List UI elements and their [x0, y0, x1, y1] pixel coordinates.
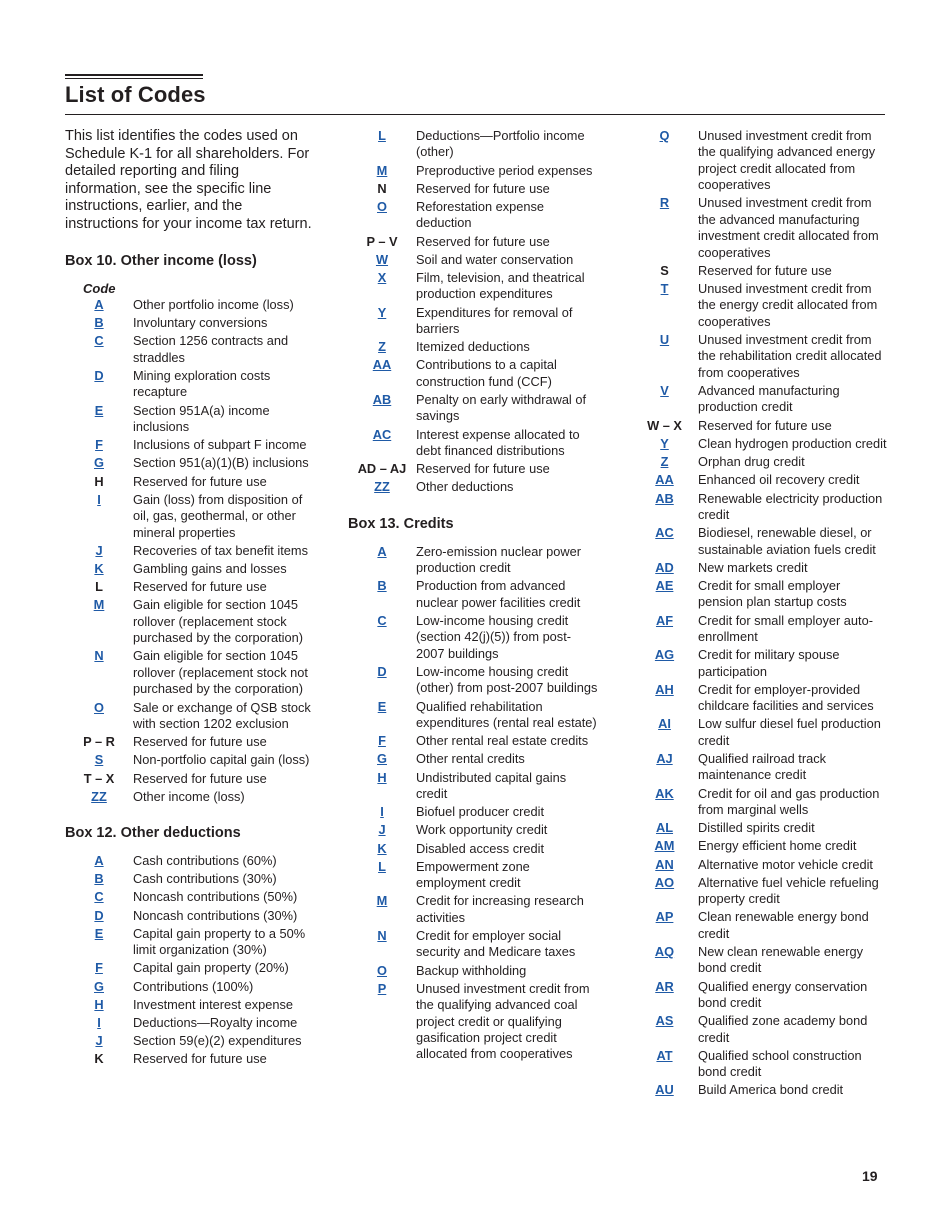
code-link[interactable]: AC — [372, 426, 392, 442]
code-description: Unused investment credit from the rehabilitation credit allocated from cooperatives — [698, 332, 882, 380]
code-link[interactable]: I — [97, 491, 101, 507]
code-description: Other income (loss) — [133, 788, 245, 804]
box12-list — [65, 853, 315, 1068]
code-link[interactable]: O — [377, 199, 387, 215]
code-row — [348, 664, 598, 697]
code-row — [647, 578, 887, 611]
code-label-reserved: S — [660, 262, 669, 278]
code-link[interactable]: E — [94, 402, 104, 418]
code-row — [647, 1082, 887, 1098]
code-row — [65, 734, 315, 750]
code-link[interactable]: Z — [660, 454, 669, 470]
code-link[interactable]: P — [377, 980, 387, 996]
code-description: Qualified school construction bond credit — [698, 1047, 862, 1080]
code-description: Clean hydrogen production credit — [698, 435, 887, 451]
code-link[interactable]: J — [378, 822, 386, 838]
code-row — [348, 981, 598, 1063]
title-rule-top — [65, 74, 203, 79]
code-link[interactable]: AT — [656, 1047, 673, 1063]
code-description: Reserved for future use — [416, 180, 550, 196]
code-description: Biofuel producer credit — [416, 804, 545, 820]
code-link[interactable]: C — [377, 612, 387, 628]
code-link[interactable]: A — [94, 297, 104, 312]
code-row — [65, 648, 315, 697]
code-link[interactable]: G — [94, 455, 104, 471]
code-description: Reserved for future use — [416, 233, 550, 249]
code-row — [348, 578, 598, 611]
code-row — [65, 700, 315, 733]
code-link[interactable]: R — [659, 195, 670, 211]
code-row — [647, 1013, 887, 1046]
code-link[interactable]: AG — [654, 647, 675, 663]
code-link[interactable]: AC — [655, 525, 674, 541]
code-row — [348, 128, 598, 161]
code-description: Section 951(a)(1)(B) inclusions — [133, 455, 309, 471]
code-link[interactable]: J — [95, 1033, 103, 1049]
code-row — [65, 297, 315, 313]
page-number: 19 — [862, 1168, 878, 1184]
code-description: Deductions—Portfolio income (other) — [416, 128, 585, 160]
code-description: Low sulfur diesel fuel production credit — [698, 716, 881, 748]
code-row — [65, 474, 315, 490]
code-row — [348, 804, 598, 820]
code-label-reserved: T – X — [83, 770, 115, 786]
code-row — [348, 544, 598, 577]
code-row — [65, 871, 315, 887]
code-link[interactable]: N — [94, 648, 104, 664]
code-link[interactable]: AN — [655, 856, 674, 872]
code-row — [65, 789, 315, 805]
code-link[interactable]: H — [377, 769, 387, 785]
code-row — [647, 875, 887, 908]
code-row — [65, 979, 315, 995]
code-row — [348, 234, 598, 250]
code-link[interactable]: AU — [655, 1082, 674, 1098]
code-label-reserved: H — [94, 473, 104, 489]
code-description: Noncash contributions (50%) — [133, 889, 298, 905]
code-label-reserved: P – R — [83, 734, 115, 750]
code-row — [647, 751, 887, 784]
code-row — [647, 195, 887, 261]
code-description: Disabled access credit — [416, 840, 545, 856]
code-description: Involuntary conversions — [133, 315, 268, 331]
box10-list — [65, 297, 315, 805]
code-row — [348, 751, 598, 767]
code-link[interactable]: B — [94, 315, 104, 331]
code-row — [65, 853, 315, 869]
code-row — [65, 997, 315, 1013]
code-link[interactable]: T — [660, 281, 669, 297]
code-description: Preproductive period expenses — [416, 162, 593, 178]
code-description: Soil and water conservation — [416, 251, 574, 267]
code-description: Contributions (100%) — [133, 978, 254, 994]
code-row — [348, 427, 598, 460]
code-description: Penalty on early withdrawal of savings — [416, 392, 587, 424]
code-description: Other rental credits — [416, 751, 525, 767]
code-description: New markets credit — [698, 559, 808, 575]
code-link[interactable]: M — [376, 162, 388, 178]
code-description: Reserved for future use — [133, 734, 267, 750]
code-description: Other portfolio income (loss) — [133, 297, 294, 312]
code-description: Alternative fuel vehicle refueling property credit — [698, 874, 879, 907]
code-row — [65, 752, 315, 768]
code-link[interactable]: AO — [654, 874, 675, 890]
code-link[interactable]: D — [94, 907, 104, 923]
code-row — [65, 908, 315, 924]
code-row — [647, 472, 887, 488]
code-description: Production from advanced nuclear power facilities credit — [416, 578, 581, 610]
code-row — [65, 597, 315, 646]
code-row — [65, 926, 315, 959]
code-link[interactable]: AD — [655, 559, 674, 575]
code-row — [647, 263, 887, 279]
code-row — [65, 579, 315, 595]
code-link[interactable]: N — [377, 927, 387, 943]
code-link[interactable]: L — [378, 128, 386, 143]
code-description: Sale or exchange of QSB stock with section 1202 exclusion — [133, 699, 311, 731]
code-link[interactable]: AM — [654, 838, 675, 854]
code-description: Mining exploration costs recapture — [133, 368, 271, 400]
code-description: Distilled spirits credit — [698, 820, 815, 836]
code-description: Noncash contributions (30%) — [133, 907, 298, 923]
code-description: Section 951A(a) income inclusions — [133, 402, 270, 435]
code-row — [65, 455, 315, 471]
code-description: Investment interest expense — [133, 996, 294, 1012]
code-row — [647, 128, 887, 194]
code-description: Credit for small employer pension plan startup costs — [698, 577, 847, 610]
code-link[interactable]: B — [377, 578, 387, 594]
code-link[interactable]: AF — [655, 612, 674, 628]
code-row — [65, 315, 315, 331]
code-link[interactable]: U — [659, 332, 670, 348]
code-description: Reserved for future use — [416, 461, 550, 477]
code-row — [647, 820, 887, 836]
code-link[interactable]: AK — [655, 785, 674, 801]
code-row — [647, 857, 887, 873]
code-description: Cash contributions (60%) — [133, 852, 277, 868]
code-link[interactable]: C — [94, 889, 104, 905]
code-description: Low-income housing credit (other) from post-2007 buildings — [416, 663, 598, 696]
code-link[interactable]: ZZ — [374, 479, 390, 495]
code-description: Interest expense allocated to debt financed distributions — [416, 426, 580, 459]
code-label-reserved: AD – AJ — [357, 461, 407, 477]
code-description: Advanced manufacturing production credit — [698, 383, 840, 415]
code-link[interactable]: AI — [658, 716, 671, 732]
code-row — [348, 841, 598, 857]
code-link[interactable]: AB — [372, 392, 392, 408]
code-link[interactable]: AE — [655, 577, 674, 593]
code-description: Empowerment zone employment credit — [416, 858, 530, 891]
code-link[interactable]: AJ — [656, 750, 673, 766]
code-row — [647, 909, 887, 942]
code-description: Reserved for future use — [133, 473, 267, 489]
code-link[interactable]: D — [94, 368, 104, 384]
code-link[interactable]: K — [94, 561, 104, 577]
code-row — [65, 889, 315, 905]
code-row — [348, 733, 598, 749]
code-description: Itemized deductions — [416, 339, 530, 355]
column-3 — [647, 128, 887, 1101]
code-description: Expenditures for removal of barriers — [416, 304, 573, 337]
code-link[interactable]: D — [377, 663, 387, 679]
code-link[interactable]: K — [377, 840, 387, 856]
code-description: Reforestation expense deduction — [416, 199, 545, 231]
code-description: Energy efficient home credit — [698, 838, 857, 854]
code-description: Unused investment credit from the energy credit allocated from cooperatives — [698, 281, 878, 329]
code-row — [65, 960, 315, 976]
code-row — [65, 333, 315, 366]
intro-paragraph: This list identifies the codes used on Schedule K-1 for all shareholders. For detailed reporting and filing information, see the specific line instructions, earlier, and the instructions for your income tax return. — [65, 128, 312, 232]
code-row — [348, 928, 598, 961]
code-link[interactable]: Z — [378, 339, 386, 355]
code-row — [647, 560, 887, 576]
code-description: Zero-emission nuclear power production credit — [416, 543, 582, 576]
code-label-reserved: N — [377, 180, 387, 196]
code-row — [348, 822, 598, 838]
code-link[interactable]: A — [377, 543, 387, 559]
code-link[interactable]: M — [93, 597, 105, 613]
code-description: Gain eligible for section 1045 rollover (replacement stock purchased by the corporation) — [133, 597, 304, 646]
box10-heading: Box 10. Other income (loss) — [65, 253, 257, 269]
code-description: Other deductions — [416, 479, 514, 495]
code-link[interactable]: B — [94, 871, 104, 887]
code-description: Reserved for future use — [698, 262, 832, 278]
code-description: Orphan drug credit — [698, 454, 805, 470]
code-description: Build America bond credit — [698, 1082, 844, 1098]
code-description: Film, television, and theatrical production expenditures — [416, 270, 585, 302]
code-link[interactable]: AS — [655, 1013, 674, 1029]
code-description: Unused investment credit from the qualifying advanced coal project credit or qualifying gasification project credit allocated from cooperatives — [416, 980, 590, 1062]
code-row — [65, 403, 315, 436]
code-row — [647, 1048, 887, 1081]
code-row — [647, 647, 887, 680]
code-description: Deductions—Royalty income — [133, 1014, 298, 1030]
code-row — [65, 1015, 315, 1031]
code-row — [348, 252, 598, 268]
code-row — [348, 613, 598, 662]
code-description: Low-income housing credit (section 42(j)(5)) from post-2007 buildings — [416, 612, 572, 661]
code-row — [348, 339, 598, 355]
code-link[interactable]: AR — [655, 978, 674, 994]
code-description: Other rental real estate credits — [416, 733, 589, 749]
code-link[interactable]: AL — [655, 820, 674, 836]
code-row — [348, 461, 598, 477]
code-description: Credit for employer social security and Medicare taxes — [416, 927, 576, 960]
code-row — [647, 454, 887, 470]
code-link[interactable]: AH — [655, 681, 674, 697]
code-description: Credit for employer-provided childcare facilities and services — [698, 681, 874, 714]
code-description: Capital gain property (20%) — [133, 960, 289, 976]
code-description: Credit for increasing research activities — [416, 893, 584, 925]
code-link[interactable]: M — [376, 893, 388, 909]
code-description: Unused investment credit from the advanced manufacturing investment credit allocated from cooperatives — [698, 195, 879, 260]
code-link[interactable]: Y — [377, 304, 387, 320]
code-description: New clean renewable energy bond credit — [698, 944, 864, 976]
code-description: Qualified zone academy bond credit — [698, 1013, 868, 1045]
code-row — [348, 392, 598, 425]
code-row — [348, 357, 598, 390]
code-row — [348, 893, 598, 926]
code-link[interactable]: G — [94, 978, 104, 994]
code-row — [65, 492, 315, 541]
code-description: Gambling gains and losses — [133, 561, 287, 577]
code-link[interactable]: L — [378, 858, 386, 874]
code-link[interactable]: F — [95, 437, 103, 453]
code-row — [65, 1033, 315, 1049]
code-row — [647, 418, 887, 434]
code-description: Section 1256 contracts and straddles — [133, 333, 289, 365]
code-description: Credit for small employer auto-enrollment — [698, 612, 873, 644]
code-link[interactable]: E — [377, 698, 387, 714]
code-link[interactable]: J — [95, 542, 103, 558]
code-row — [348, 270, 598, 303]
code-description: Work opportunity credit — [416, 822, 548, 838]
code-row — [647, 786, 887, 819]
code-link[interactable]: S — [94, 752, 104, 768]
code-row — [647, 979, 887, 1012]
code-row — [647, 281, 887, 330]
code-link[interactable]: O — [377, 962, 387, 978]
code-row — [348, 770, 598, 803]
code-link[interactable]: X — [377, 270, 387, 286]
code-row — [348, 199, 598, 232]
page-title: List of Codes — [65, 82, 206, 107]
code-description: Contributions to a capital construction fund (CCF) — [416, 357, 557, 389]
code-link[interactable]: AQ — [654, 944, 675, 960]
code-link[interactable]: ZZ — [91, 788, 107, 804]
code-column-label: Code — [83, 281, 116, 296]
code-description: Section 59(e)(2) expenditures — [133, 1033, 302, 1049]
code-link[interactable]: G — [377, 751, 387, 767]
code-description: Renewable electricity production credit — [698, 490, 883, 522]
code-description: Reserved for future use — [133, 1051, 267, 1067]
code-description: Inclusions of subpart F income — [133, 437, 307, 453]
code-row — [647, 838, 887, 854]
box13-heading: Box 13. Credits — [348, 515, 454, 532]
code-link[interactable]: W — [375, 251, 389, 267]
code-description: Qualified rehabilitation expenditures (rental real estate) — [416, 698, 597, 730]
code-row — [65, 437, 315, 453]
code-description: Gain eligible for section 1045 rollover (replacement stock not purchased by the corporation) — [133, 648, 308, 697]
code-description: Reserved for future use — [133, 579, 267, 595]
code-link[interactable]: Q — [659, 128, 670, 143]
code-description: Backup withholding — [416, 962, 527, 978]
code-label-reserved: K — [94, 1051, 104, 1067]
code-description: Recoveries of tax benefit items — [133, 542, 308, 558]
code-description: Clean renewable energy bond credit — [698, 909, 869, 941]
box13-list — [348, 544, 598, 1063]
code-row — [647, 613, 887, 646]
code-description: Reserved for future use — [698, 417, 832, 433]
code-row — [647, 525, 887, 558]
code-row — [65, 543, 315, 559]
code-description: Alternative motor vehicle credit — [698, 856, 873, 872]
code-row — [348, 479, 598, 495]
code-link[interactable]: I — [97, 1014, 101, 1030]
code-row — [65, 771, 315, 787]
code-link[interactable]: O — [94, 699, 104, 715]
code-link[interactable]: AP — [655, 909, 674, 925]
box12-heading: Box 12. Other deductions — [65, 824, 241, 841]
code-link[interactable]: AA — [372, 357, 392, 373]
code-description: Capital gain property to a 50% limit organization (30%) — [133, 925, 306, 958]
code-link[interactable]: AA — [655, 472, 674, 488]
code-link[interactable]: A — [94, 852, 104, 868]
code-row — [65, 1051, 315, 1067]
title-rule-bottom — [65, 114, 885, 115]
code-row — [65, 368, 315, 401]
box12-list-continued — [348, 128, 598, 496]
code-row — [348, 699, 598, 732]
code-description: Credit for military spouse participation — [698, 647, 840, 679]
code-row — [348, 859, 598, 892]
code-link[interactable]: Y — [660, 435, 669, 451]
code-row — [647, 383, 887, 416]
code-label-reserved: L — [95, 579, 103, 595]
code-row — [348, 163, 598, 179]
code-row — [65, 561, 315, 577]
box13-list-continued — [647, 128, 887, 1099]
code-description: Undistributed capital gains credit — [416, 769, 567, 801]
code-description: Biodiesel, renewable diesel, or sustainable aviation fuels credit — [698, 525, 876, 557]
code-row — [647, 332, 887, 381]
code-description: Cash contributions (30%) — [133, 871, 277, 887]
code-description: Unused investment credit from the qualifying advanced energy project credit allocated from cooperatives — [698, 128, 876, 193]
code-row — [348, 181, 598, 197]
code-description: Credit for oil and gas production from marginal wells — [698, 785, 880, 817]
code-description: Gain (loss) from disposition of oil, gas, geothermal, or other mineral properties — [133, 491, 303, 540]
column-2 — [348, 128, 598, 1065]
code-link[interactable]: C — [94, 333, 104, 349]
code-link[interactable]: V — [660, 383, 669, 399]
code-description: Non-portfolio capital gain (loss) — [133, 752, 310, 768]
code-link[interactable]: F — [95, 960, 103, 976]
code-link[interactable]: F — [378, 733, 386, 749]
code-link[interactable]: E — [94, 925, 104, 941]
code-row — [647, 491, 887, 524]
code-label-reserved: P – V — [366, 233, 398, 249]
code-description: Enhanced oil recovery credit — [698, 472, 860, 488]
code-row — [348, 963, 598, 979]
code-row — [348, 305, 598, 338]
code-link[interactable]: AB — [655, 490, 674, 506]
code-link[interactable]: H — [94, 996, 104, 1012]
code-link[interactable]: I — [380, 804, 384, 820]
code-description: Qualified railroad track maintenance credit — [698, 750, 827, 783]
column-1 — [65, 128, 315, 1070]
code-row — [647, 716, 887, 749]
code-row — [647, 436, 887, 452]
code-label-reserved: W – X — [647, 417, 682, 433]
code-row — [647, 682, 887, 715]
code-row — [647, 944, 887, 977]
code-description: Reserved for future use — [133, 770, 267, 786]
code-description: Qualified energy conservation bond credit — [698, 978, 868, 1011]
